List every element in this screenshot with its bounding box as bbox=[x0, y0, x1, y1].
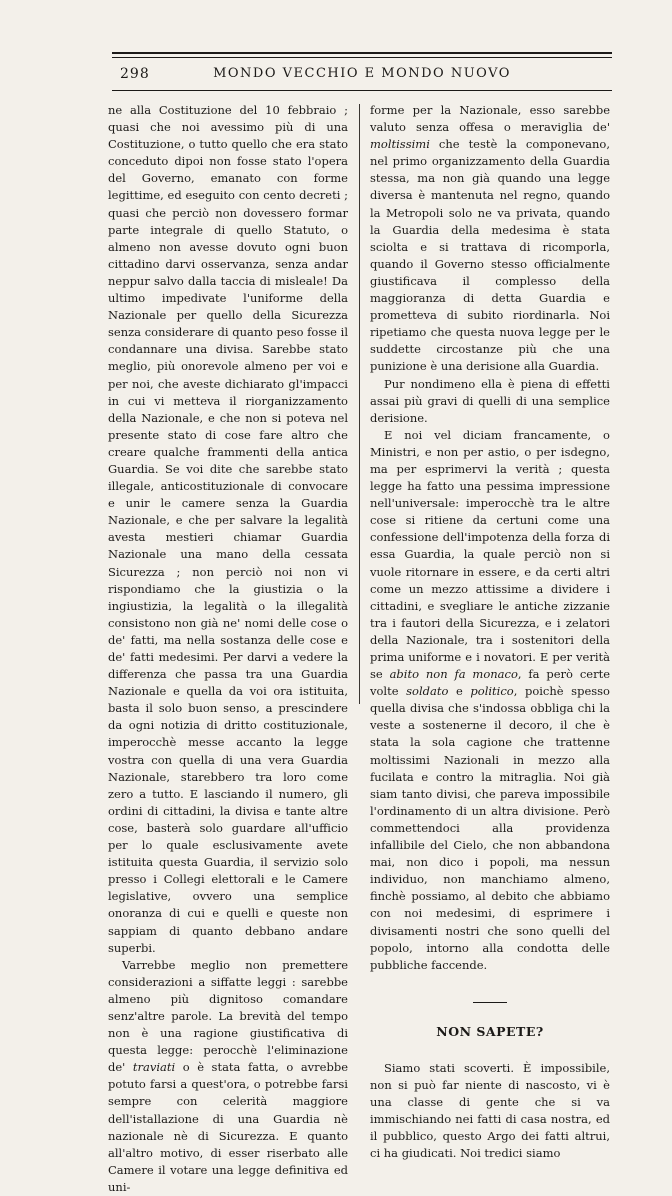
section-separator bbox=[473, 1002, 507, 1003]
section-title: NON SAPETE? bbox=[436, 1023, 544, 1039]
left-column bbox=[108, 102, 348, 1196]
page-number: 298 bbox=[120, 66, 150, 82]
header-rule bbox=[112, 90, 612, 91]
right-column bbox=[370, 102, 610, 1162]
left-paragraph-2: Varrebbe meglio non premettere considerazioni a siffatte leggi : sarebbe almeno più dignitoso comandare senz'altre parole. La brevità del tempo non è una ragione giustificativa di questa legge: perocchè l'eliminazione de' traviati o è stata fatta, o avrebbe potuto farsi a quest'ora, o potrebbe farsi sempre con celerità maggiore dell'istallazione di una Guardia nè nazionale nè di Sicurezza. E quanto all'altro motivo, di esser riserbato alle Camere il votare una legge definitiva ed uni- bbox=[108, 957, 348, 1194]
left-paragraph-1: ne alla Costituzione del 10 febbraio ; quasi che noi avessimo più di una Costituzione, o tutto quello che era stato conceduto dipoi non fosse stato l'opera del Governo, emanato con forme legittime, ed eseguito con cento decreti ; quasi che perciò non dovessero formar parte integrale di quello Statuto, o almeno non avesse dovuto ogni buon cittadino darvi osservanza, senza andar neppur salvo dalla taccia di misleale! Da ultimo impedivate l'uniforme della Nazionale per quello della Sicurezza senza considerare di quanto peso fosse il condannare una divisa. Sarebbe stato meglio, più onorevole almeno per voi e per noi, che aveste dichiarato gl'impacci in cui vi metteva il riorganizzamento della Nazionale, e che non si poteva nel presente stato di cose fare altro che creare qualche frammenti della antica Guardia. Se voi dite che sarebbe stato illegale, anticostituzionale di convocare e unir le camere senza la Guardia Nazionale, e che per salvare la legalità avesta mestieri chiamar Guardia Nazionale una mano della cessata Sicurezza ; non perciò noi non vi rispondiamo che la giustizia o la ingiustizia, la legalità o la illegalità consistono non già ne' nomi delle cose o de' fatti, ma nella sostanza delle cose e de' fatti medesimi. Per darvi a vedere la differenza che passa tra una Guardia Nazionale e quella da voi ora istituita, basta il solo buon senso, a prescindere da ogni notizia di dritto costituzionale, imperocchè messe accanto la legge vostra con quella di una vera Guardia Nazionale, starebbero tra loro come zero a tutto. E lasciando il numero, gli ordini di cittadini, la divisa e tante altre cose, basterà solo guardare all'ufficio per lo quale esclusivamente avete istituita questa Guardia, il servizio solo presso i Collegi elettorali e le Camere legislative, ovvero una semplice onoranza di cui e quelli e queste non sappiam di quanto debbano andare superbi. bbox=[108, 103, 348, 955]
top-double-rule-upper bbox=[112, 52, 612, 54]
top-double-rule-lower bbox=[112, 57, 612, 58]
right-paragraph-1: forme per la Nazionale, esso sarebbe valuto senza offesa o meraviglia de' moltissimi che testè la componevano, nel primo organizzamento della Guardia stessa, ma non già quando una legge diversa è mantenuta nel regno, quando la Metropoli solo ne va privata, quando la Guardia della medesima è stata sciolta e si trattava di ricomporla, quando il Governo stesso officialmente giustificava il complesso della maggioranza di detta Guardia e prometteva di subito riordinarla. Noi ripetiamo che questa nuova legge per le suddette circostanze più che una punizione è una derisione alla Guardia. bbox=[370, 103, 610, 374]
right-paragraph-3: E noi vel diciam francamente, o Ministri, e non per astio, o per isdegno, ma per esprimervi la verità ; questa legge ha fatto una pessima impressione nell'universale: imperocchè tra le altre cose si ritiene da certuni come una confessione dell'impotenza della forza di essa Guardia, la quale perciò non si vuole ritornare in essere, e da certi altri come un mezzo attissime a dividere i cittadini, e svegliare le antiche zizzanie tra i fautori della Sicurezza, e i zelatori della Nazionale, tra i sostenitori della prima uniforme e i novatori. E per verità se abito non fa monaco, fa però certe volte soldato e politico, poichè spesso quella divisa che s'indossa obbliga chi la veste a sostenerne il decoro, il che è stata la sola cagione che trattenne moltissimi Nazionali in mezzo alla fucilata e contro la mitraglia. Noi già siam tanto divisi, che pareva impossibile l'ordinamento di un altra divisione. Però commettendoci alla providenza infallibile del Cielo, che non abbandona mai, non dico i popoli, ma nessun individuo, non manchiamo almeno, finchè possiamo, al debito che abbiamo con noi medesimi, di esprimere i divisamenti nostri che sono quelli del popolo, intorno alla condotta delle pubbliche faccende. bbox=[370, 427, 611, 972]
running-title: MONDO VECCHIO E MONDO NUOVO bbox=[213, 66, 511, 81]
right-paragraph-2: Pur nondimeno ella è piena di effetti assai più gravi di quelli di una semplice derisione. bbox=[370, 376, 610, 425]
right-paragraph-4: Siamo stati scoverti. È impossibile, non si può far niente di nascosto, vi è una classe di gente che si va immischiando nei fatti di casa nostra, ed il pubblico, questo Argo dei fatti altrui, ci ha giudicati. Noi tredici siamo bbox=[370, 1060, 610, 1161]
page-header bbox=[112, 62, 612, 86]
column-divider bbox=[359, 104, 360, 704]
